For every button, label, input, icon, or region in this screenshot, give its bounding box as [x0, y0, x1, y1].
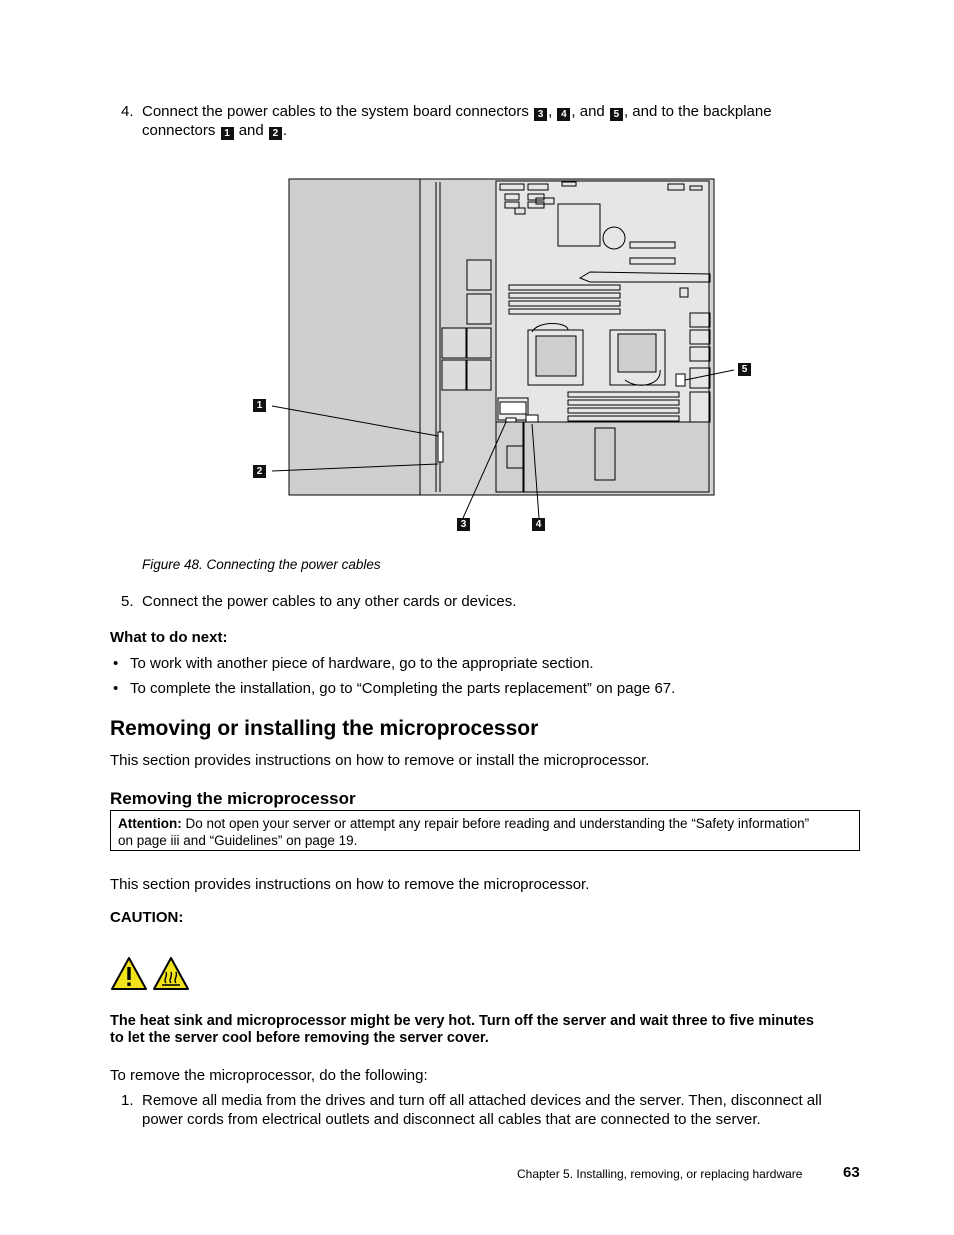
- hot-surface-icon: [152, 956, 190, 991]
- figure-caption: Figure 48. Connecting the power cables: [142, 557, 381, 572]
- callout-2: 2: [253, 465, 266, 478]
- subsection-intro: This section provides instructions on how to remove the microprocessor.: [110, 876, 590, 893]
- list-item: To complete the installation, go to “Completing the parts replacement” on page 67.: [130, 680, 676, 697]
- step-5-text: Connect the power cables to any other cards or devices.: [142, 593, 517, 610]
- procedure-lead: To remove the microprocessor, do the following:: [110, 1067, 428, 1084]
- step-4-text: Connect the power cables to the system board connectors 3 , 4 , and 5 , and to the backplane: [142, 103, 772, 120]
- step-4-text-line2: connectors 1 and 2 .: [142, 122, 288, 139]
- list-item: To work with another piece of hardware, go to the appropriate section.: [130, 655, 594, 672]
- bullet-icon: •: [113, 680, 119, 697]
- callout-3: 3: [457, 518, 470, 531]
- hot-warning-line1: The heat sink and microprocessor might be very hot. Turn off the server and wait three to five minutes: [110, 1013, 814, 1029]
- callout-ref-1: 1: [221, 127, 234, 140]
- callout-ref-4: 4: [557, 108, 570, 121]
- step-number: 5.: [121, 593, 134, 610]
- attention-box: Attention: Do not open your server or attempt any repair before reading and understanding the “Safety information” on page iii and “Guidelines” on page 19.: [110, 810, 860, 851]
- attention-label: Attention:: [118, 816, 182, 831]
- callout-ref-3: 3: [534, 108, 547, 121]
- callout-ref-5: 5: [610, 108, 623, 121]
- bullet-icon: •: [113, 655, 119, 672]
- footer-chapter: Chapter 5. Installing, removing, or replacing hardware: [517, 1167, 803, 1181]
- step-number: 1.: [121, 1092, 134, 1109]
- step-number: 4.: [121, 103, 134, 120]
- caution-label: CAUTION:: [110, 909, 184, 926]
- what-next-heading: What to do next:: [110, 629, 228, 646]
- subsection-title: Removing the microprocessor: [110, 789, 356, 808]
- section-title: Removing or installing the microprocessor: [110, 717, 539, 740]
- callout-4: 4: [532, 518, 545, 531]
- page-number: 63: [843, 1164, 860, 1181]
- callout-ref-2: 2: [269, 127, 282, 140]
- callout-5: 5: [738, 363, 751, 376]
- hot-warning-line2: to let the server cool before removing the server cover.: [110, 1030, 489, 1046]
- step-1-line1: Remove all media from the drives and turn off all attached devices and the server. Then, disconnect all: [142, 1092, 822, 1109]
- warning-icon: [110, 956, 148, 991]
- section-intro: This section provides instructions on how to remove or install the microprocessor.: [110, 752, 650, 769]
- callout-1: 1: [253, 399, 266, 412]
- step-1-line2: power cords from electrical outlets and disconnect all cables that are connected to the server.: [142, 1111, 761, 1128]
- power-cables-figure: [250, 170, 760, 540]
